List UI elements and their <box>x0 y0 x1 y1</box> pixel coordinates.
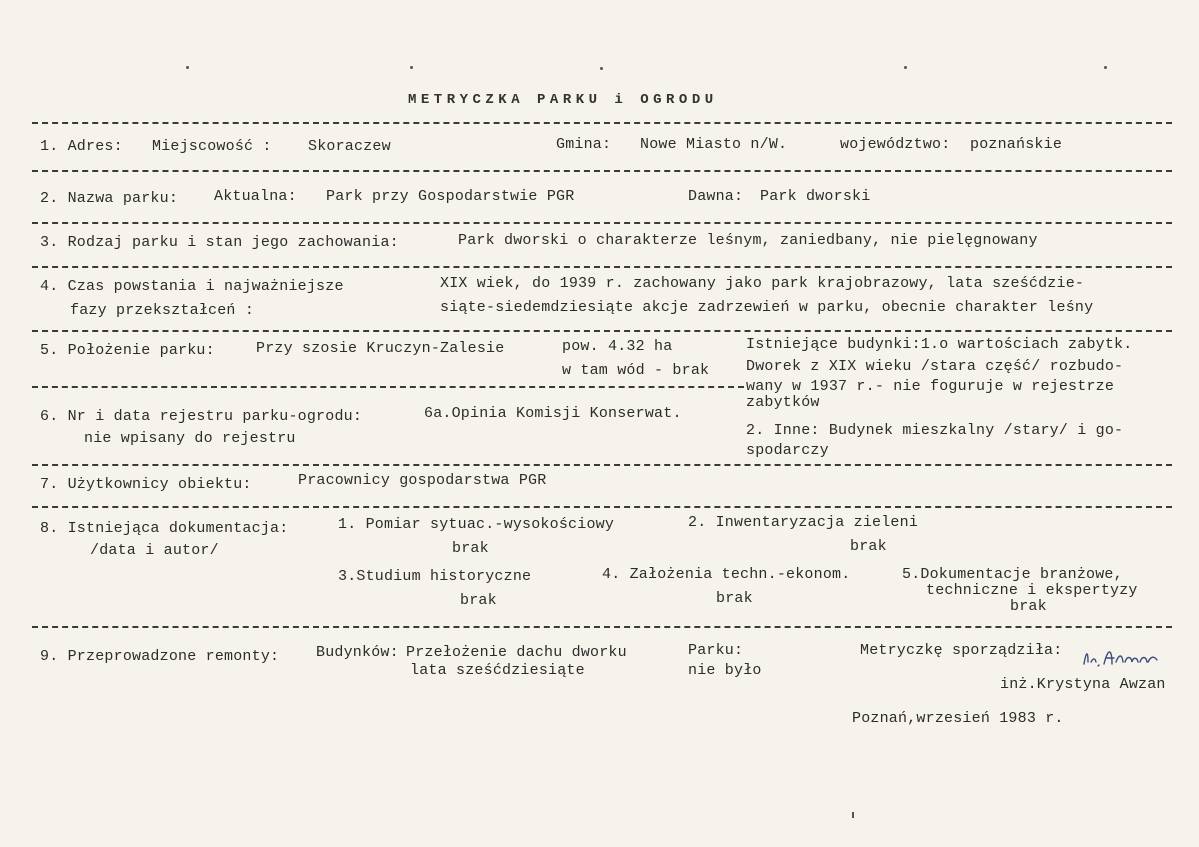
repairs-buildings-label: Budynków: <box>316 644 399 661</box>
register-value-line1: 6a.Opinia Komisji Konserwat. <box>424 405 682 422</box>
paper-speck <box>1104 66 1107 69</box>
buildings-line4: zabytków <box>746 394 820 411</box>
divider <box>32 464 1172 466</box>
repairs-buildings-value2: lata sześćdziesiąte <box>410 662 585 679</box>
buildings-line6: spodarczy <box>746 442 829 459</box>
handwritten-signature <box>1082 644 1160 670</box>
history-label-line2: fazy przekształceń : <box>70 302 255 319</box>
doc-industry-value: brak <box>1010 598 1047 615</box>
prepared-by-label: Metryczkę sporządziła: <box>860 642 1063 659</box>
voivodeship-label: województwo: <box>840 136 951 153</box>
paper-speck <box>852 812 854 818</box>
doc-survey-value: brak <box>452 540 489 557</box>
location-value: Przy szosie Kruczyn-Zalesie <box>256 340 505 357</box>
doc-inventory: 2. Inwentaryzacja zieleni <box>688 514 919 531</box>
location-label: 5. Położenie parku: <box>40 342 215 359</box>
register-value-line2: nie wpisany do rejestru <box>84 430 296 447</box>
register-label: 6. Nr i data rejestru parku-ogrodu: <box>40 408 363 425</box>
buildings-line3: wany w 1937 r.- nie foguruje w rejestrze <box>746 378 1115 395</box>
locality-value: Skoraczew <box>308 138 391 155</box>
former-name-value: Park dworski <box>760 188 871 205</box>
divider <box>32 266 1172 268</box>
doc-economic-value: brak <box>716 590 753 607</box>
history-label-line1: 4. Czas powstania i najważniejsze <box>40 278 344 295</box>
documentation-sublabel: /data i autor/ <box>90 542 219 559</box>
commune-label: Gmina: <box>556 136 612 153</box>
divider <box>32 386 744 388</box>
former-name-label: Dawna: <box>688 188 744 205</box>
doc-historical-study: 3.Studium historyczne <box>338 568 532 585</box>
doc-historical-study-value: brak <box>460 592 497 609</box>
doc-industry-line1: 5.Dokumentacje branżowe, <box>902 566 1123 583</box>
history-value-line2: siąte-siedemdziesiąte akcje zadrzewień w parku, obecnie charakter leśny <box>440 299 1094 316</box>
repairs-buildings-value1: Przełożenie dachu dworku <box>406 644 627 661</box>
divider <box>32 122 1172 124</box>
author-name: inż.Krystyna Awzan <box>1000 676 1166 693</box>
place-and-date: Poznań,wrzesień 1983 r. <box>852 710 1064 727</box>
locality-label: Miejscowość : <box>152 138 272 155</box>
current-name-label: Aktualna: <box>214 188 297 205</box>
park-type-value: Park dworski o charakterze leśnym, zaniedbany, nie pielęgnowany <box>458 232 1038 249</box>
current-name-value: Park przy Gospodarstwie PGR <box>326 188 575 205</box>
history-value-line1: XIX wiek, do 1939 r. zachowany jako park krajobrazowy, lata sześćdzie- <box>440 275 1085 292</box>
doc-survey: 1. Pomiar sytuac.-wysokościowy <box>338 516 615 533</box>
park-type-label: 3. Rodzaj parku i stan jego zachowania: <box>40 234 399 251</box>
repairs-park-value: nie było <box>688 662 762 679</box>
doc-inventory-value: brak <box>850 538 887 555</box>
form-title: METRYCZKA PARKU i OGRODU <box>408 92 718 108</box>
buildings-line1: Istniejące budynki:1.o wartościach zabytk. <box>746 336 1133 353</box>
doc-industry-line2: techniczne i ekspertyzy <box>926 582 1138 599</box>
commune-value: Nowe Miasto n/W. <box>640 136 788 153</box>
buildings-line5: 2. Inne: Budynek mieszkalny /stary/ i go- <box>746 422 1124 439</box>
repairs-park-label: Parku: <box>688 642 744 659</box>
buildings-line2: Dworek z XIX wieku /stara część/ rozbudo- <box>746 358 1124 375</box>
park-name-label: 2. Nazwa parku: <box>40 190 179 207</box>
paper-speck <box>410 66 413 69</box>
repairs-label: 9. Przeprowadzone remonty: <box>40 648 280 665</box>
voivodeship-value: poznańskie <box>970 136 1063 153</box>
divider <box>32 170 1172 172</box>
area-value: pow. 4.32 ha <box>562 338 673 355</box>
paper-speck <box>904 66 907 69</box>
divider <box>32 222 1172 224</box>
address-label: 1. Adres: <box>40 138 123 155</box>
paper-speck <box>600 67 603 70</box>
divider <box>32 330 1172 332</box>
users-value: Pracownicy gospodarstwa PGR <box>298 472 547 489</box>
users-label: 7. Użytkownicy obiektu: <box>40 476 252 493</box>
water-value: w tam wód - brak <box>562 362 710 379</box>
paper-speck <box>186 66 189 69</box>
documentation-label: 8. Istniejąca dokumentacja: <box>40 520 289 537</box>
divider <box>32 506 1172 508</box>
doc-economic: 4. Założenia techn.-ekonom. <box>602 566 851 583</box>
divider <box>32 626 1172 628</box>
